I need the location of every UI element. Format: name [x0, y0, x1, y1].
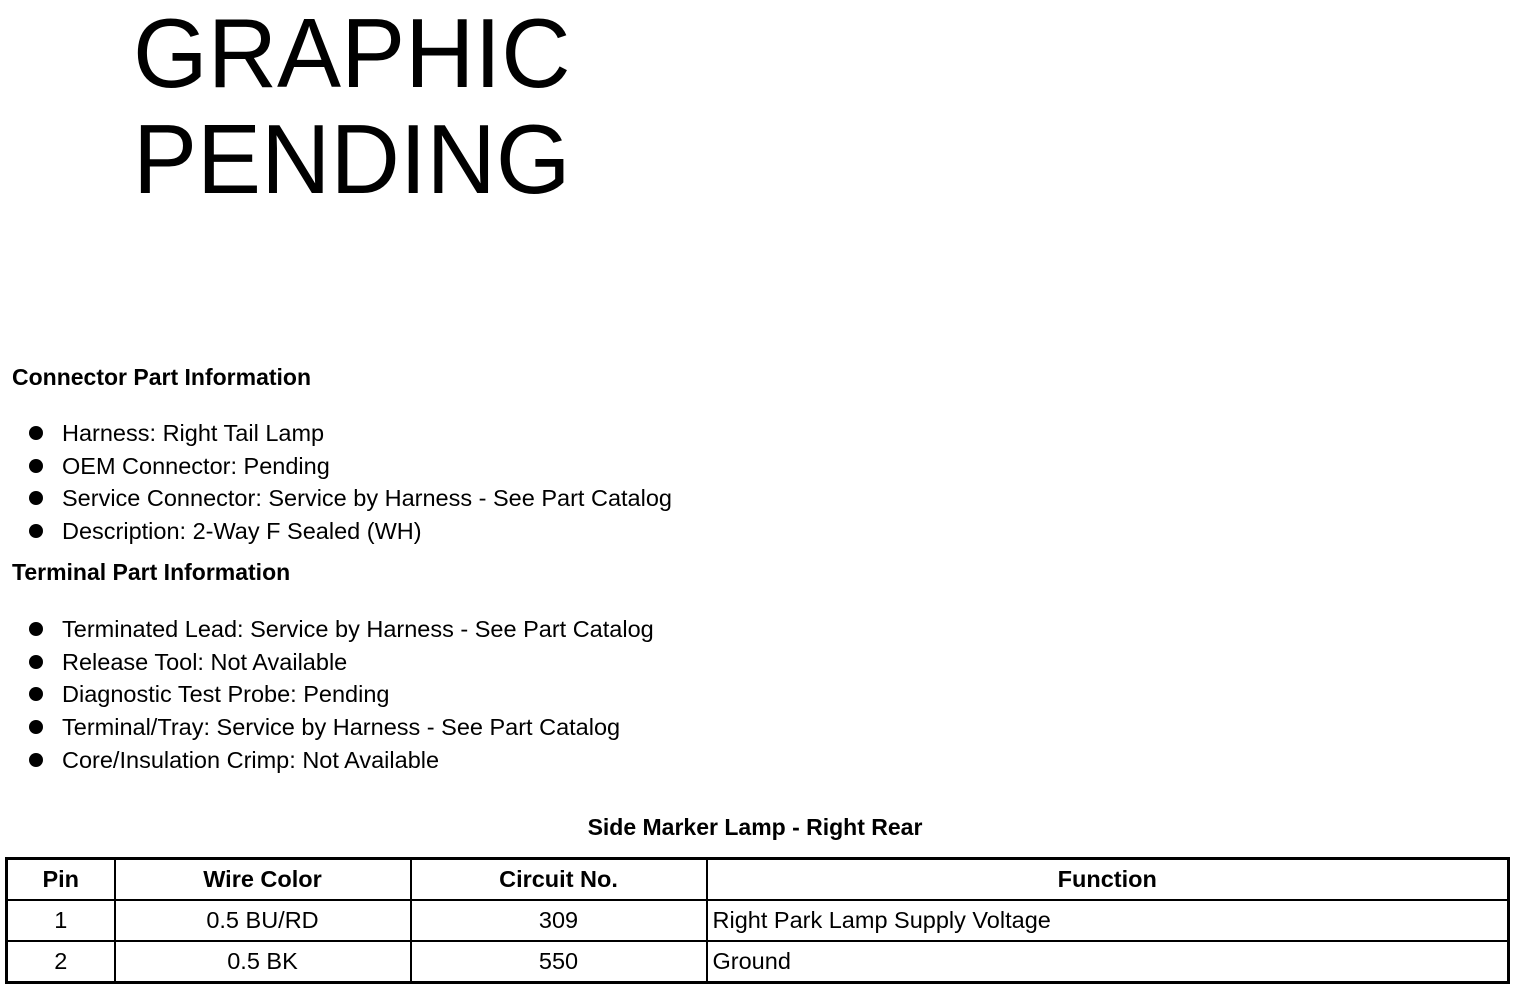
list-item: [0, 711, 654, 744]
list-item: [0, 646, 654, 679]
cell-function: Ground: [707, 941, 1509, 983]
list-item-text: Core/Insulation Crimp: Not Available: [62, 746, 440, 773]
column-header-wire-color: Wire Color: [115, 859, 411, 901]
table-row: [7, 941, 1509, 983]
table-header-row: [7, 859, 1509, 901]
table-row: [7, 900, 1509, 941]
cell-wire-color: 0.5 BU/RD: [115, 900, 411, 941]
list-item-text: Harness: Right Tail Lamp: [62, 420, 325, 446]
graphic-pending-line2: PENDING: [133, 104, 571, 214]
list-item: [0, 482, 672, 515]
column-header-pin: Pin: [7, 859, 115, 901]
bullet-dot-icon: [29, 426, 43, 440]
cell-circuit-no: 550: [411, 941, 707, 983]
list-item: [0, 613, 654, 646]
column-header-circuit-no: Circuit No.: [411, 859, 707, 901]
list-item-text: Service Connector: Service by Harness - See Part Catalog: [62, 485, 672, 512]
bullet-dot-icon: [29, 622, 43, 636]
bullet-dot-icon: [29, 687, 43, 701]
list-item-text: Diagnostic Test Probe: Pending: [62, 681, 390, 708]
list-item-text: Terminal/Tray: Service by Harness - See Part Catalog: [62, 714, 621, 741]
cell-pin: 2: [7, 941, 115, 983]
connector-part-info-list: [0, 417, 672, 548]
list-item: [0, 744, 654, 777]
pin-table-title: Side Marker Lamp - Right Rear: [587, 814, 923, 840]
terminal-part-info-list: [0, 613, 654, 776]
column-header-function: Function: [707, 859, 1509, 901]
bullet-dot-icon: [29, 524, 43, 538]
connector-part-info-heading: Connector Part Information: [12, 364, 312, 390]
list-item-text: Terminated Lead: Service by Harness - See Part Catalog: [62, 616, 654, 642]
bullet-dot-icon: [29, 753, 43, 767]
cell-pin: 1: [7, 900, 115, 941]
graphic-pending-line1: GRAPHIC: [133, 0, 571, 108]
bullet-dot-icon: [29, 655, 43, 669]
cell-circuit-no: 309: [411, 900, 707, 941]
cell-wire-color: 0.5 BK: [115, 941, 411, 983]
list-item-text: OEM Connector: Pending: [62, 452, 330, 479]
graphic-pending-placeholder: [133, 0, 603, 212]
list-item-text: Description: 2-Way F Sealed (WH): [62, 518, 422, 545]
list-item-text: Release Tool: Not Available: [62, 648, 348, 675]
bullet-dot-icon: [29, 491, 43, 505]
list-item: [0, 678, 654, 711]
cell-function: Right Park Lamp Supply Voltage: [707, 900, 1509, 941]
pin-table: [5, 857, 1510, 984]
bullet-dot-icon: [29, 720, 43, 734]
list-item: [0, 515, 672, 548]
terminal-part-info-heading: Terminal Part Information: [12, 559, 291, 585]
list-item: [0, 450, 672, 483]
list-item: [0, 417, 672, 450]
bullet-dot-icon: [29, 459, 43, 473]
